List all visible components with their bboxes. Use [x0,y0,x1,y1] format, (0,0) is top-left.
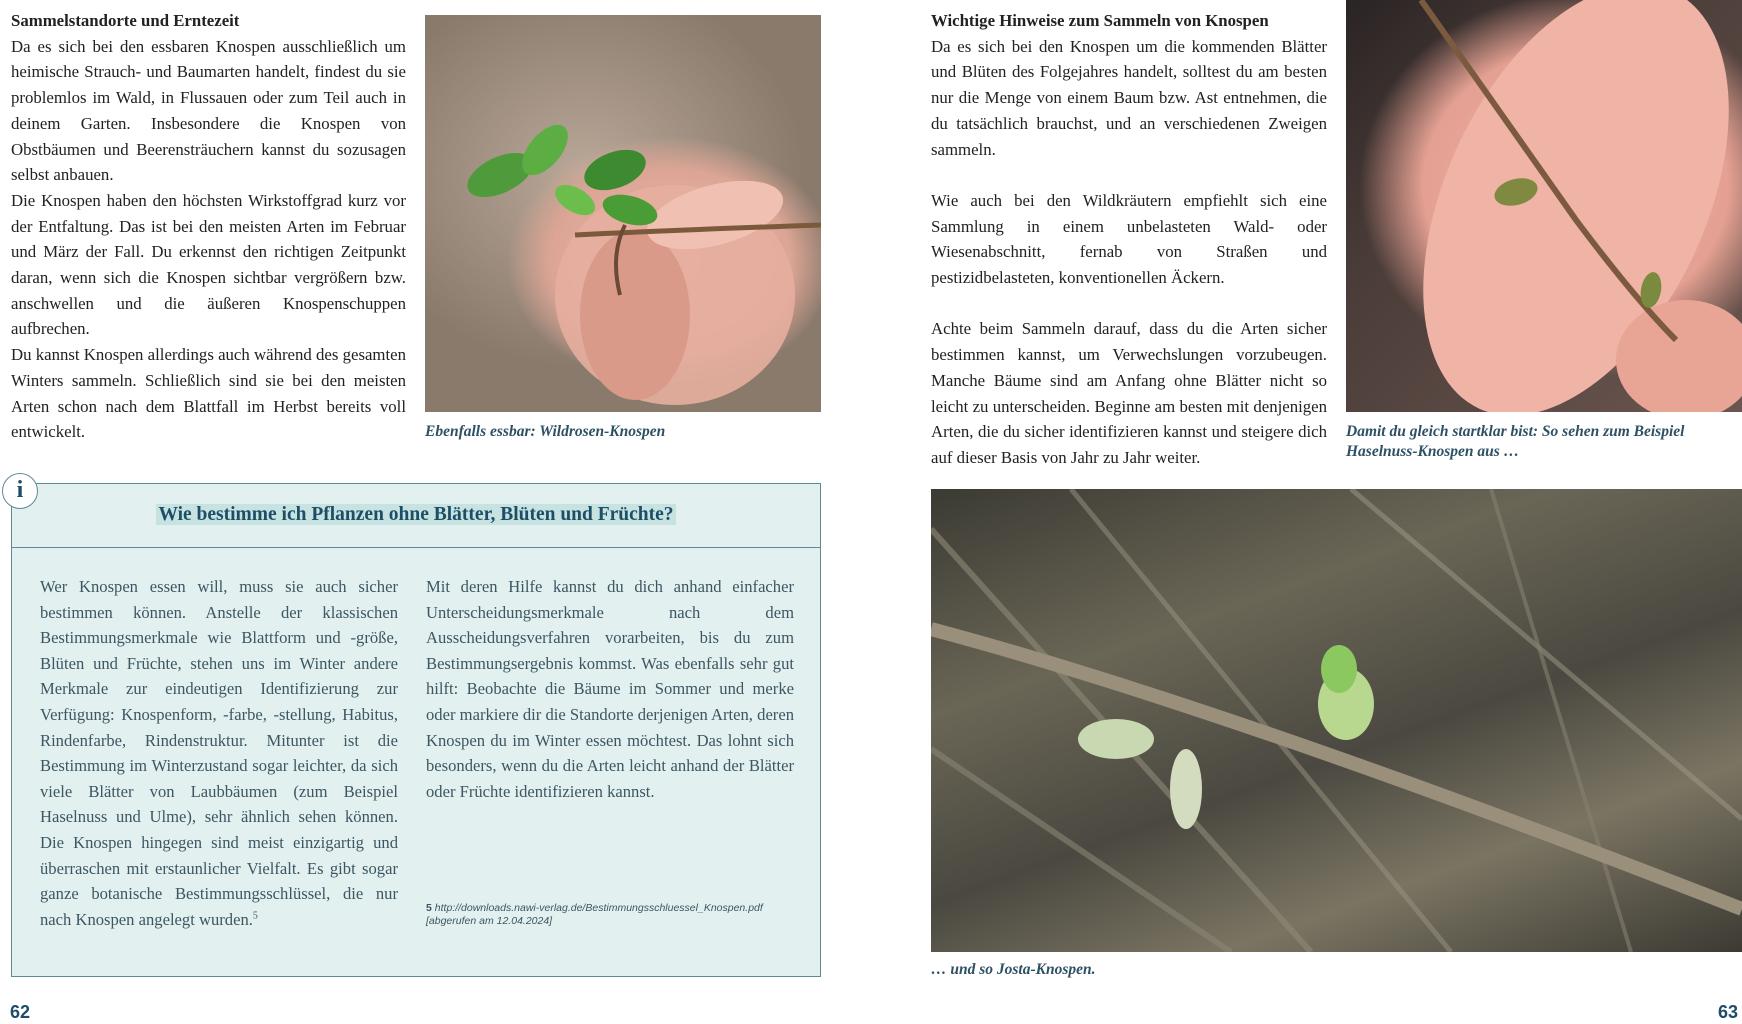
left-text-column [11,8,406,445]
info-box-col1-text: Wer Knospen essen will, muss sie auch sicher bestimmen können. Anstelle der klassischen Bestimmungsmerkmale wie Blattform und -größe, Blüten und Früchte, stehen uns im Winter andere Merkmale zur eindeutigen Identifizierung zur Verfügung: Knospenform, -farbe, -stellung, Habitus, Rindenfarbe, Rindenstruktur. Mitunter ist die Bestimmung im Winterzustand sogar leichter, da sich viele Blätter von Laubbäumen (zum Beispiel Haselnuss und Ulme), sehr ähnlich sehen können. Die Knospen hingegen sind meist einzigartig und überraschen mit erstaunlicher Vielfalt. Es gibt sogar ganze botanische Bestimmungsschlüssel, die nur nach Knospen angelegt wurden. [40,577,398,929]
photo-josta-buds [931,489,1742,952]
info-box-title-text: Wie bestimme ich Pflanzen ohne Blätter, Blüten und Früchte? [158,504,674,525]
paragraph: Achte beim Sammeln darauf, dass du die Arten sicher bestimmen kannst, um Verwechslungen vorzubeugen. Manche Bäume sind am Anfang ohne Blätter nicht so leicht zu unterscheiden. Beginne am besten mit denjenigen Arten, die du sicher identifizieren kannst und steigere dich auf dieser Basis von Jahr zu Jahr weiter. [931,319,1327,467]
paragraph: Da es sich bei den essbaren Knospen ausschließlich um heimische Strauch- und Baumarten handelt, findest du sie problemlos im Wald, in Flussauen oder zum Teil auch in deinem Garten. Insbesondere die Knospen von Obstbäumen und Beerensträuchern kannst du sozusagen selbst anbauen. [11,36,406,185]
page-number-right: 63 [1718,1002,1739,1022]
section-heading-collection-sites: Sammelstandorte und Erntezeit [11,11,240,30]
paragraph: Du kannst Knospen allerdings auch während des gesamten Winters sammeln. Schließlich sind sie bei den meisten Arten schon nach dem Blattfall im Herbst bereits voll entwickelt. [11,345,406,442]
right-text-column [931,8,1327,471]
info-box-title [12,504,820,526]
section-heading-collection-tips: Wichtige Hinweise zum Sammeln von Knospen [931,11,1269,30]
wild-rose-illustration [425,15,821,412]
info-box-column-2 [426,574,794,804]
caption-josta: … und so Josta-Knospen. [931,961,1096,978]
footnote-accessed: [abgerufen am 12.04.2024] [426,915,553,927]
josta-illustration [931,489,1742,952]
info-box-paragraph: Mit deren Hilfe kannst du dich anhand einfacher Unterscheidungsmerkmale nach dem Ausscheidungsverfahren vorarbeiten, bis du zum Bestimmungsergebnis kommst. Was ebenfalls sehr gut hilft: Beobachte die Bäume im Sommer und merke oder markiere dir die Standorte derjenigen Arten, deren Knospen du im Winter essen möchtest. Das lohnt sich besonders, wenn du die Arten leicht anhand der Blätter oder Früchte identifizieren kannst. [426,577,794,801]
footnote-reference[interactable]: 5 [252,910,258,922]
info-box-column-1 [40,574,398,932]
paragraph: Wie auch bei den Wildkräutern empfiehlt sich eine Sammlung in einem unbelasteten Wald- oder Wiesenabschnitt, fernab von Straßen und pestizidbelasteten, konventionellen Äckern. [931,190,1327,288]
footnote-url[interactable]: http://downloads.nawi-verlag.de/Bestimmungsschluessel_Knospen.pdf [434,902,763,914]
caption-wild-rose: Ebenfalls essbar: Wildrosen-Knospen [425,423,666,440]
info-box-paragraph [40,574,398,932]
footnote [426,902,794,928]
caption-hazelnut: Damit du gleich startklar bist: So sehen zum Beispiel Haselnuss-Knospen aus … [1346,423,1685,460]
footnote-number: 5 [426,902,432,914]
photo-wild-rose-buds [425,15,821,412]
footnote-line [426,902,794,915]
paragraph: Die Knospen haben den höchsten Wirkstoffgrad kurz vor der Entfaltung. Das ist bei den meisten Arten im Februar und März der Fall. Du erkennst den richtigen Zeitpunkt daran, wenn sich die Knospen sichtbar vergrößern bzw. anschwellen und die äußeren Knospenschuppen aufbrechen. [11,190,406,339]
info-icon: i [2,473,38,509]
photo-hazelnut-buds [1346,0,1742,412]
page-number-left: 62 [10,1002,31,1022]
info-box [11,483,821,977]
info-box-divider [12,547,820,548]
hazelnut-illustration [1346,0,1742,412]
paragraph: Da es sich bei den Knospen um die kommenden Blätter und Blüten des Folgejahres handelt, solltest du am besten nur die Menge von einem Baum bzw. Ast entnehmen, die du tatsächlich brauchst, und an verschiedenen Zweigen sammeln. [931,36,1327,159]
